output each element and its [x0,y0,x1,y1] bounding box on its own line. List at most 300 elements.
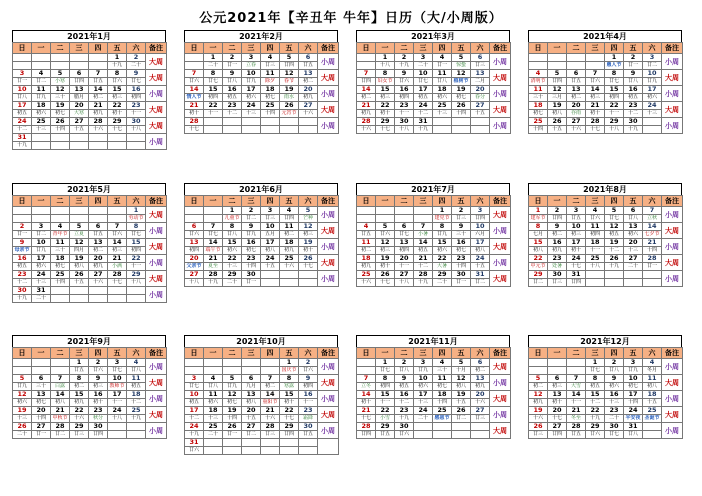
week-row [529,375,683,383]
lunar-date: 白露 [51,383,70,391]
lunar-date: 廿六 [185,447,204,455]
week-note: 小周 [662,207,683,223]
day-number: 18 [127,391,146,399]
week-note: 大周 [662,223,683,239]
week-note: 大周 [490,70,511,86]
lunar-date [299,447,318,455]
lunar-date: 廿四 [89,431,108,439]
lunar-date: 廿九 [414,367,433,375]
day-number [529,359,548,367]
lunar-date: 廿四 [548,215,567,223]
day-number: 22 [376,407,395,415]
weekday-header: 四 [433,43,452,54]
lunar-date: 十五 [548,126,567,134]
day-number: 9 [242,223,261,231]
day-number [51,134,70,142]
lunar-date: 初七 [51,110,70,118]
lunar-date: 廿七 [414,78,433,86]
day-number: 22 [223,255,242,263]
day-number [414,207,433,215]
day-number: 29 [70,423,89,431]
lunar-date: 初四 [127,247,146,255]
day-number: 21 [185,102,204,110]
lunar-row [185,247,339,255]
week-row [13,255,167,263]
lunar-date: 初六 [433,247,452,255]
lunar-date: 妇女节 [377,78,393,84]
lunar-date: 十六 [89,126,108,134]
day-number: 3 [414,54,433,62]
day-number: 19 [70,255,89,263]
day-number: 29 [433,271,452,279]
weekday-header: 二 [51,196,70,207]
lunar-row [185,415,339,423]
day-number: 24 [13,118,32,126]
lunar-date: 廿六 [185,231,204,239]
lunar-date [567,62,586,70]
day-number: 21 [586,102,605,110]
lunar-date [452,431,471,439]
lunar-date: 廿八 [204,383,223,391]
lunar-date: 初三 [376,247,395,255]
lunar-date: 廿七 [204,231,223,239]
day-number [548,54,567,62]
lunar-date: 廿七 [127,231,146,239]
day-number: 23 [395,407,414,415]
day-number: 2 [223,54,242,62]
day-number [89,207,108,215]
lunar-date: 五月 [261,231,280,239]
week-note: 小周 [662,271,683,287]
lunar-date: 十九 [395,415,414,423]
week-note: 大周 [662,102,683,118]
lunar-date: 廿八 [624,78,643,86]
day-number: 19 [605,239,624,247]
lunar-date: 十六 [471,399,490,407]
day-number: 10 [185,391,204,399]
lunar-date [51,62,70,70]
weekday-header: 备注 [318,348,339,359]
lunar-row [13,126,167,134]
lunar-date: 儿童节 [224,215,240,221]
lunar-date: 十二 [414,110,433,118]
day-number: 1 [433,207,452,215]
lunar-date: 谷雨 [567,110,586,118]
lunar-date: 大雪 [567,383,586,391]
day-number: 11 [433,375,452,383]
day-number [13,359,32,367]
week-row [13,407,167,415]
weekday-header: 三 [414,348,433,359]
lunar-row [357,215,511,223]
day-number: 14 [357,86,376,94]
day-number: 14 [204,239,223,247]
day-number: 30 [242,271,261,279]
day-number: 9 [452,223,471,231]
day-number: 19 [452,86,471,94]
lunar-date: 廿一 [13,231,32,239]
lunar-date [204,367,223,375]
day-number: 22 [376,102,395,110]
lunar-date: 廿五 [376,431,395,439]
weekday-header: 日 [13,348,32,359]
lunar-date: 廿五 [89,78,108,86]
month-5 [12,183,166,303]
day-number: 25 [529,118,548,126]
lunar-date: 十二 [223,110,242,118]
lunar-date: 二十 [32,295,51,303]
day-number: 6 [624,207,643,215]
day-number: 16 [452,239,471,247]
lunar-date: 廿五 [567,215,586,223]
day-number: 29 [376,423,395,431]
lunar-date: 劳动节 [128,215,144,221]
lunar-date: 初九 [280,247,299,255]
lunar-date: 十三 [32,126,51,134]
lunar-date: 廿八 [223,78,242,86]
day-number: 10 [13,86,32,94]
weekday-header: 四 [89,348,108,359]
day-number: 7 [414,223,433,231]
lunar-date [89,142,108,150]
lunar-date: 初三 [108,94,127,102]
lunar-date: 初二 [89,94,108,102]
lunar-date: 十三 [13,415,32,423]
day-number: 23 [223,102,242,110]
lunar-date: 立春 [242,62,261,70]
day-number: 25 [280,255,299,263]
lunar-date: 廿七 [395,231,414,239]
day-number [70,207,89,215]
day-number: 18 [586,239,605,247]
day-number: 27 [299,102,318,110]
lunar-date [70,62,89,70]
week-row [13,391,167,399]
day-number [223,359,242,367]
lunar-row [529,231,683,239]
day-number [433,423,452,431]
day-number: 1 [70,359,89,367]
week-row [185,359,339,367]
day-number: 9 [605,375,624,383]
lunar-date: 初三 [108,247,127,255]
lunar-date: 雨水 [280,94,299,102]
day-number: 22 [605,102,624,110]
month-title: 2021年2月 [184,30,338,42]
lunar-date: 二十 [414,62,433,70]
day-number: 8 [433,223,452,231]
lunar-date: 三十 [452,231,471,239]
day-number: 12 [280,70,299,78]
lunar-date: 初二 [567,94,586,102]
lunar-date: 十四 [433,399,452,407]
lunar-date [299,126,318,134]
day-number: 4 [529,70,548,78]
day-number [280,118,299,126]
weekday-header: 一 [548,43,567,54]
lunar-date: 平安夜 [625,415,641,421]
week-row [529,407,683,415]
lunar-date: 廿三 [471,415,490,423]
day-number: 12 [13,391,32,399]
day-number: 30 [624,118,643,126]
lunar-date: 初二 [357,94,376,102]
day-number: 23 [242,255,261,263]
lunar-date: 十一 [605,110,624,118]
day-number: 19 [548,102,567,110]
day-number: 31 [471,271,490,279]
day-number: 1 [529,207,548,215]
day-number: 21 [643,239,662,247]
day-number: 13 [89,239,108,247]
day-number: 14 [185,86,204,94]
lunar-date: 廿四 [280,62,299,70]
lunar-date: 十三 [223,263,242,271]
day-number: 18 [357,255,376,263]
lunar-row [357,399,511,407]
lunar-date: 十六 [70,415,89,423]
day-number [452,423,471,431]
day-number: 28 [567,423,586,431]
week-note: 大周 [662,70,683,86]
day-number: 12 [223,391,242,399]
day-number: 3 [624,359,643,367]
day-number: 11 [51,239,70,247]
day-number [223,118,242,126]
weekday-header: 二 [567,43,586,54]
day-number: 9 [127,70,146,78]
lunar-date: 十七 [108,279,127,287]
day-number: 23 [452,255,471,263]
day-number [299,439,318,447]
lunar-row [13,399,167,407]
day-number: 26 [70,271,89,279]
lunar-date: 廿一 [433,62,452,70]
lunar-date: 教师节 [109,383,125,389]
lunar-date: 春节 [280,78,299,86]
lunar-date [261,367,280,375]
weekday-header: 六 [471,196,490,207]
day-number: 8 [280,375,299,383]
lunar-date: 廿九 [223,383,242,391]
week-row [529,223,683,231]
day-number: 14 [643,223,662,231]
lunar-date: 廿六 [376,231,395,239]
lunar-row [185,126,339,134]
week-note: 大周 [490,102,511,118]
day-number: 2 [299,359,318,367]
weekday-header: 二 [51,348,70,359]
lunar-date: 廿二 [51,431,70,439]
lunar-date: 十九 [127,415,146,423]
day-number: 21 [108,255,127,263]
lunar-date: 廿二 [529,279,548,287]
lunar-date: 廿二 [643,62,662,70]
lunar-date: 二十 [204,62,223,70]
day-number: 5 [280,54,299,62]
day-number: 23 [13,271,32,279]
weekday-header: 一 [376,196,395,207]
day-number: 20 [471,86,490,94]
lunar-date: 十二 [586,399,605,407]
week-row [13,239,167,247]
day-number: 17 [471,239,490,247]
lunar-date: 廿三 [529,431,548,439]
day-number: 17 [108,391,127,399]
lunar-date: 廿八 [605,367,624,375]
day-number: 22 [70,407,89,415]
week-row [185,391,339,399]
day-number: 20 [70,102,89,110]
day-number: 4 [204,375,223,383]
day-number: 27 [548,423,567,431]
day-number: 5 [13,375,32,383]
day-number: 6 [395,223,414,231]
lunar-date [51,367,70,375]
lunar-date: 感恩节 [434,415,450,421]
day-number [204,359,223,367]
day-number: 16 [624,86,643,94]
day-number: 30 [605,423,624,431]
lunar-row [357,263,511,271]
day-number: 24 [242,102,261,110]
weekday-header: 六 [299,43,318,54]
week-row [185,439,339,447]
day-number: 22 [204,102,223,110]
lunar-date: 初八 [452,383,471,391]
week-row [357,391,511,399]
day-number: 31 [624,423,643,431]
day-number: 17 [643,86,662,94]
weekday-header: 备注 [318,43,339,54]
lunar-date: 十八 [127,126,146,134]
lunar-date: 廿七 [605,215,624,223]
lunar-date: 十四 [261,110,280,118]
lunar-date: 廿五 [89,231,108,239]
lunar-date: 初八 [70,263,89,271]
lunar-date: 十九 [13,142,32,150]
day-number: 20 [32,407,51,415]
lunar-date: 初九 [548,247,567,255]
day-number: 11 [32,86,51,94]
month-table [12,42,167,150]
weekday-header: 备注 [662,43,683,54]
weekday-header: 一 [548,196,567,207]
day-number: 15 [376,391,395,399]
day-number: 20 [624,239,643,247]
day-number: 25 [204,423,223,431]
month-table [184,42,339,134]
lunar-row [529,415,683,423]
weekday-header: 一 [204,196,223,207]
lunar-date [108,295,127,303]
lunar-date: 初七 [32,399,51,407]
lunar-date: 小雪 [376,415,395,423]
day-number: 11 [433,70,452,78]
lunar-date: 初九 [529,399,548,407]
lunar-date: 十一 [204,110,223,118]
lunar-date [51,215,70,223]
lunar-date: 廿一 [624,62,643,70]
lunar-date: 十月 [452,367,471,375]
lunar-date: 六月 [471,231,490,239]
week-note: 大周 [146,54,167,70]
lunar-date [89,295,108,303]
lunar-date: 初九 [89,263,108,271]
day-number: 24 [624,407,643,415]
day-number: 12 [605,223,624,231]
week-note: 小周 [490,407,511,423]
lunar-date: 初五 [414,247,433,255]
weekday-header-row [13,43,167,54]
lunar-date: 二十 [127,62,146,70]
lunar-date: 十三 [605,399,624,407]
lunar-date [108,215,127,223]
week-note: 小周 [146,134,167,150]
month-12 [528,335,682,439]
weekday-header-row [185,348,339,359]
lunar-date: 初十 [357,399,376,407]
week-note: 小周 [490,86,511,102]
month-table [12,347,167,439]
weekday-header: 六 [127,348,146,359]
month-table [184,347,339,455]
lunar-date: 十三 [414,399,433,407]
lunar-date: 十五 [70,279,89,287]
week-note: 大周 [318,255,339,271]
day-number [643,118,662,126]
day-number: 16 [299,391,318,399]
day-number [51,54,70,62]
lunar-date: 廿六 [395,431,414,439]
lunar-date: 廿四 [471,215,490,223]
week-note: 大周 [662,407,683,423]
day-number: 27 [242,423,261,431]
lunar-date: 十六 [280,263,299,271]
weekday-header: 日 [357,348,376,359]
lunar-row [13,78,167,86]
day-number [529,54,548,62]
day-number: 15 [529,239,548,247]
weekday-header: 六 [643,43,662,54]
weekday-header: 二 [51,43,70,54]
day-number: 21 [89,102,108,110]
lunar-date: 廿一 [452,279,471,287]
lunar-date: 初五 [223,94,242,102]
lunar-row [185,367,339,375]
lunar-date: 十六 [529,415,548,423]
lunar-row [357,367,511,375]
weekday-header: 六 [471,43,490,54]
lunar-date: 廿六 [586,215,605,223]
week-row [357,223,511,231]
day-number: 12 [452,70,471,78]
lunar-date: 廿八 [223,231,242,239]
week-row [13,70,167,78]
week-note: 小周 [318,359,339,375]
lunar-date: 廿三 [70,431,89,439]
weekday-header: 四 [89,43,108,54]
day-number: 7 [89,70,108,78]
week-row [357,359,511,367]
day-number: 26 [280,102,299,110]
lunar-date [127,295,146,303]
lunar-date: 廿四 [357,431,376,439]
lunar-date: 廿八 [624,215,643,223]
lunar-date: 初九 [70,399,89,407]
day-number: 5 [376,223,395,231]
day-number: 6 [567,70,586,78]
